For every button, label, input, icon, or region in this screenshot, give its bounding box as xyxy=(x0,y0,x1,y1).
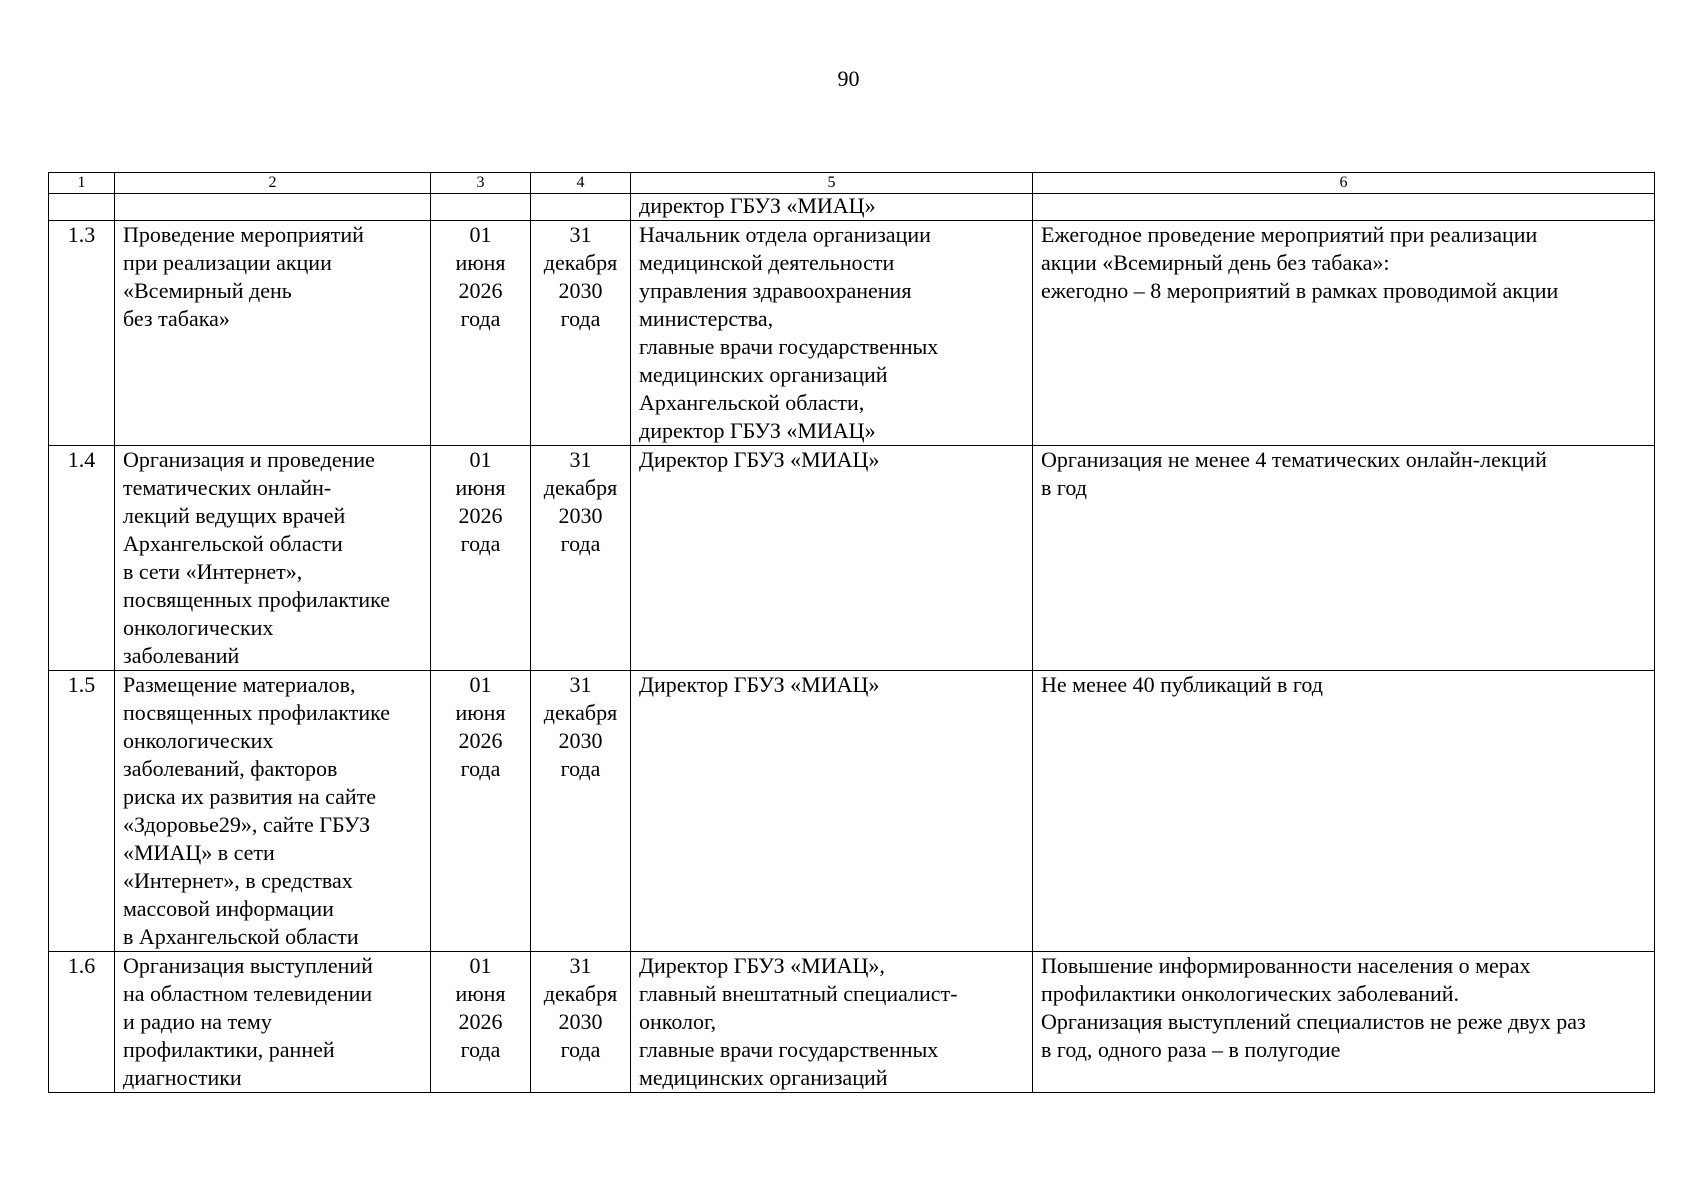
table-row xyxy=(49,671,1655,952)
column-number: 1 xyxy=(49,173,115,194)
start-date-cell: 01 июня 2026 года xyxy=(431,671,531,952)
event-cell: Проведение мероприятий при реализации акции «Всемирный день без табака» xyxy=(115,221,431,446)
column-number: 4 xyxy=(531,173,631,194)
event-cell: Размещение материалов, посвященных профилактике онкологических заболеваний, факторов риска их развития на сайте «Здоровье29», сайте ГБУЗ «МИАЦ» в сети «Интернет», в средствах массовой информации в Архангельской области xyxy=(115,671,431,952)
responsible-cell: Начальник отдела организации медицинской деятельности управления здравоохранения министерства, главные врачи государственных медицинских организаций Архангельской области, директор ГБУЗ «МИАЦ» xyxy=(631,221,1033,446)
item-number: 1.5 xyxy=(49,671,115,952)
end-date-cell: 31 декабря 2030 года xyxy=(531,671,631,952)
empty-cell xyxy=(431,194,531,221)
table-row xyxy=(49,221,1655,446)
item-number: 1.4 xyxy=(49,446,115,671)
column-number: 2 xyxy=(115,173,431,194)
event-cell: Организация и проведение тематических онлайн- лекций ведущих врачей Архангельской области в сети «Интернет», посвященных профилактике онкологических заболеваний xyxy=(115,446,431,671)
table-row xyxy=(49,952,1655,1093)
end-date-cell: 31 декабря 2030 года xyxy=(531,446,631,671)
column-number-row xyxy=(49,173,1655,194)
events-table xyxy=(48,172,1655,1093)
column-number: 3 xyxy=(431,173,531,194)
start-date-cell: 01 июня 2026 года xyxy=(431,446,531,671)
table-row xyxy=(49,446,1655,671)
result-cell: Организация не менее 4 тематических онлайн-лекций в год xyxy=(1033,446,1655,671)
start-date-cell: 01 июня 2026 года xyxy=(431,952,531,1093)
result-cell: Не менее 40 публикаций в год xyxy=(1033,671,1655,952)
column-number: 6 xyxy=(1033,173,1655,194)
item-number: 1.3 xyxy=(49,221,115,446)
empty-cell xyxy=(49,194,115,221)
column-number: 5 xyxy=(631,173,1033,194)
empty-cell xyxy=(531,194,631,221)
responsible-cell: директор ГБУЗ «МИАЦ» xyxy=(631,194,1033,221)
result-cell: Ежегодное проведение мероприятий при реализации акции «Всемирный день без табака»: ежегодно – 8 мероприятий в рамках проводимой акции xyxy=(1033,221,1655,446)
continuation-row xyxy=(49,194,1655,221)
start-date-cell: 01 июня 2026 года xyxy=(431,221,531,446)
event-cell: Организация выступлений на областном телевидении и радио на тему профилактики, ранней диагностики xyxy=(115,952,431,1093)
result-cell: Повышение информированности населения о мерах профилактики онкологических заболеваний. Организация выступлений специалистов не реже двух раз в год, одного раза – в полугодие xyxy=(1033,952,1655,1093)
end-date-cell: 31 декабря 2030 года xyxy=(531,952,631,1093)
page-number: 90 xyxy=(837,66,860,91)
responsible-cell: Директор ГБУЗ «МИАЦ» xyxy=(631,446,1033,671)
empty-cell xyxy=(1033,194,1655,221)
item-number: 1.6 xyxy=(49,952,115,1093)
responsible-cell: Директор ГБУЗ «МИАЦ», главный внештатный специалист- онколог, главные врачи государственных медицинских организаций xyxy=(631,952,1033,1093)
end-date-cell: 31 декабря 2030 года xyxy=(531,221,631,446)
empty-cell xyxy=(115,194,431,221)
responsible-cell: Директор ГБУЗ «МИАЦ» xyxy=(631,671,1033,952)
